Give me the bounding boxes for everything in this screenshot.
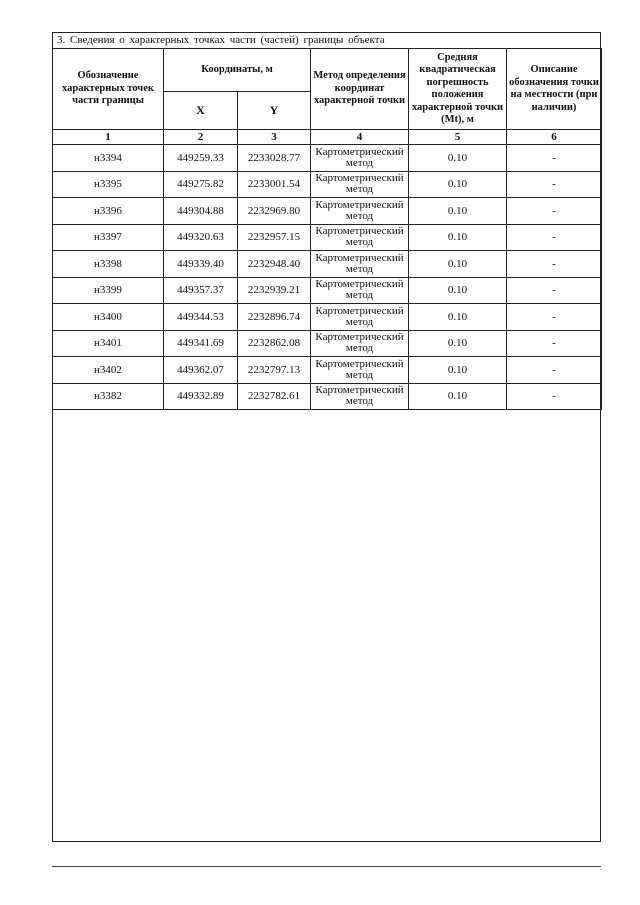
description-value: - — [507, 357, 602, 384]
coordinate-y: 2233028.77 — [238, 145, 311, 172]
coordinate-y: 2232782.61 — [238, 383, 311, 410]
table-row — [53, 251, 602, 278]
description-value: - — [507, 224, 602, 251]
point-designation: н3397 — [53, 224, 164, 251]
header-description: Описание обозначения точки на местности (при наличии) — [507, 49, 602, 130]
method-line-1: Картометрический — [315, 145, 404, 158]
points-table — [52, 48, 602, 410]
method-cell — [311, 304, 409, 331]
method-line-2: метод — [345, 183, 374, 196]
method-line-2: метод — [345, 315, 374, 328]
coordinate-y: 2232797.13 — [238, 357, 311, 384]
description-value: - — [507, 251, 602, 278]
coordinate-x: 449259.33 — [164, 145, 238, 172]
table-row — [53, 224, 602, 251]
table-row — [53, 357, 602, 384]
method-line-2: метод — [345, 342, 374, 355]
coordinate-x: 449362.07 — [164, 357, 238, 384]
error-value: 0.10 — [409, 198, 507, 225]
error-value: 0.10 — [409, 145, 507, 172]
description-value: - — [507, 383, 602, 410]
header-y: Y — [238, 92, 311, 130]
header-x: X — [164, 92, 238, 130]
point-designation: н3394 — [53, 145, 164, 172]
column-number: 2 — [164, 130, 238, 145]
coordinate-x: 449332.89 — [164, 383, 238, 410]
error-value: 0.10 — [409, 357, 507, 384]
column-number: 3 — [238, 130, 311, 145]
header-coordinates: Координаты, м — [164, 49, 311, 92]
coordinate-y: 2232969.80 — [238, 198, 311, 225]
coordinate-x: 449341.69 — [164, 330, 238, 357]
method-line-1: Картометрический — [315, 357, 404, 370]
table-row — [53, 304, 602, 331]
method-line-2: метод — [345, 262, 374, 275]
method-line-2: метод — [345, 395, 374, 408]
coordinate-x: 449275.82 — [164, 171, 238, 198]
point-designation: н3402 — [53, 357, 164, 384]
coordinate-y: 2233001.54 — [238, 171, 311, 198]
description-value: - — [507, 145, 602, 172]
column-number: 1 — [53, 130, 164, 145]
column-number: 5 — [409, 130, 507, 145]
coordinate-y: 2232948.40 — [238, 251, 311, 278]
point-designation: н3400 — [53, 304, 164, 331]
method-line-2: метод — [345, 209, 374, 222]
column-number: 4 — [311, 130, 409, 145]
header-error: Средняя квадратическая погрешность положения характерной точки (Mt), м — [409, 49, 507, 130]
method-line-2: метод — [345, 236, 374, 249]
coordinate-x: 449344.53 — [164, 304, 238, 331]
method-line-2: метод — [345, 289, 374, 302]
table-row — [53, 330, 602, 357]
error-value: 0.10 — [409, 330, 507, 357]
method-line-2: метод — [345, 368, 374, 381]
description-value: - — [507, 330, 602, 357]
method-cell — [311, 277, 409, 304]
error-value: 0.10 — [409, 277, 507, 304]
table-row — [53, 171, 602, 198]
header-designation: Обозначение характерных точек части границы — [53, 49, 164, 130]
section-caption: 3. Сведения о характерных точках части (частей) границы объекта — [53, 33, 600, 49]
header-method: Метод определения координат характерной точки — [311, 49, 409, 130]
method-line-2: метод — [345, 156, 374, 169]
method-line-1: Картометрический — [315, 251, 404, 264]
method-cell — [311, 198, 409, 225]
coordinate-y: 2232939.21 — [238, 277, 311, 304]
method-line-1: Картометрический — [315, 331, 404, 344]
method-cell — [311, 224, 409, 251]
error-value: 0.10 — [409, 383, 507, 410]
table-row — [53, 198, 602, 225]
coordinate-y: 2232862.08 — [238, 330, 311, 357]
coordinate-y: 2232957.15 — [238, 224, 311, 251]
description-value: - — [507, 171, 602, 198]
method-line-1: Картометрический — [315, 172, 404, 185]
method-cell — [311, 357, 409, 384]
point-designation: н3399 — [53, 277, 164, 304]
point-designation: н3401 — [53, 330, 164, 357]
method-line-1: Картометрический — [315, 225, 404, 238]
method-line-1: Картометрический — [315, 278, 404, 291]
error-value: 0.10 — [409, 224, 507, 251]
error-value: 0.10 — [409, 304, 507, 331]
document-frame — [52, 32, 601, 842]
point-designation: н3382 — [53, 383, 164, 410]
coordinate-x: 449304.88 — [164, 198, 238, 225]
method-line-1: Картометрический — [315, 198, 404, 211]
point-designation: н3395 — [53, 171, 164, 198]
method-line-1: Картометрический — [315, 304, 404, 317]
description-value: - — [507, 277, 602, 304]
method-cell — [311, 171, 409, 198]
column-number: 6 — [507, 130, 602, 145]
method-cell — [311, 383, 409, 410]
method-cell — [311, 145, 409, 172]
error-value: 0.10 — [409, 171, 507, 198]
method-cell — [311, 330, 409, 357]
point-designation: н3398 — [53, 251, 164, 278]
point-designation: н3396 — [53, 198, 164, 225]
table-row — [53, 383, 602, 410]
description-value: - — [507, 304, 602, 331]
coordinate-y: 2232896.74 — [238, 304, 311, 331]
method-line-1: Картометрический — [315, 384, 404, 397]
coordinate-x: 449357.37 — [164, 277, 238, 304]
method-cell — [311, 251, 409, 278]
coordinate-x: 449339.40 — [164, 251, 238, 278]
coordinate-x: 449320.63 — [164, 224, 238, 251]
table-row — [53, 145, 602, 172]
table-row — [53, 277, 602, 304]
footer-divider — [52, 866, 601, 867]
description-value: - — [507, 198, 602, 225]
error-value: 0.10 — [409, 251, 507, 278]
